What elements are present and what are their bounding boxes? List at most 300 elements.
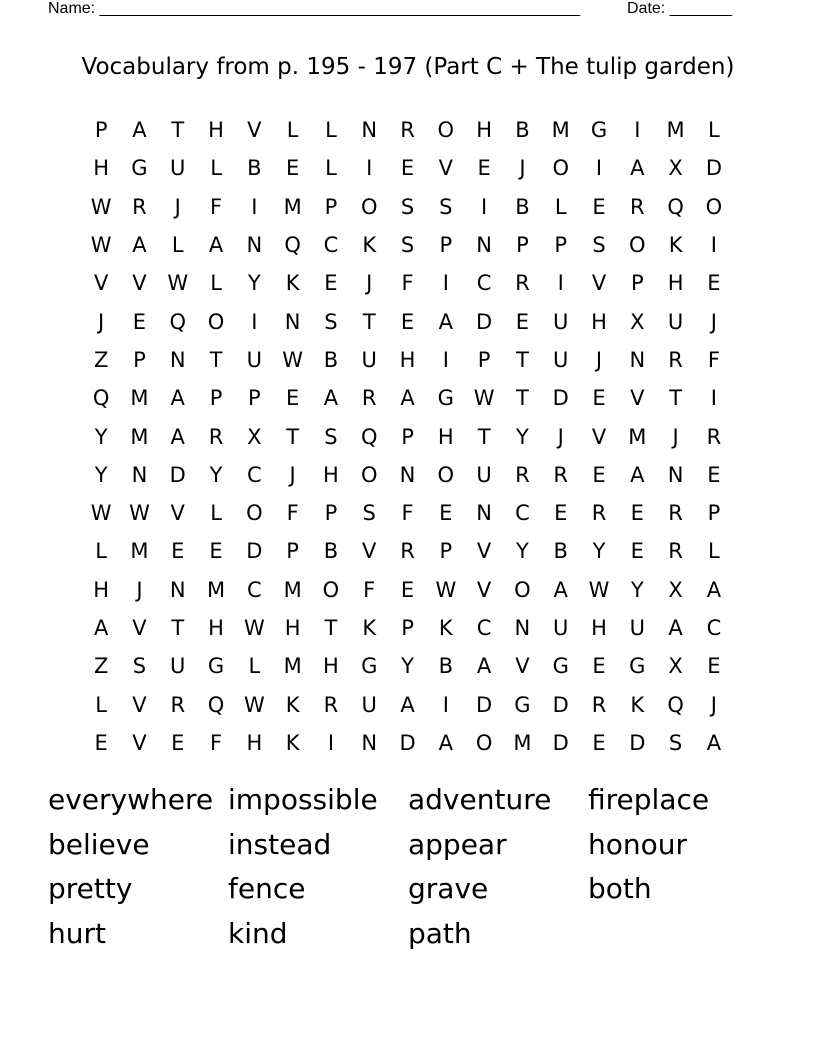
grid-letter: P	[439, 233, 453, 258]
grid-letter: U	[667, 309, 684, 334]
grid-letter: K	[362, 616, 377, 640]
grid-letter: J	[136, 577, 143, 602]
grid-letter: E	[707, 462, 721, 487]
grid-letter: J	[98, 309, 105, 334]
grid-letter: V	[476, 539, 492, 564]
grid-letter: E	[132, 309, 147, 334]
grid-letter: F	[707, 347, 720, 372]
grid-letter: M	[283, 577, 302, 602]
grid-letter: G	[514, 692, 531, 717]
grid-letter: D	[169, 462, 186, 487]
grid-letter: F	[401, 271, 414, 296]
grid-letter: E	[592, 730, 606, 755]
grid-letter: V	[630, 386, 645, 411]
grid-letter: L	[210, 271, 222, 296]
grid-letter: D	[476, 309, 493, 334]
grid-letter: Q	[169, 309, 186, 334]
grid-letter: E	[630, 539, 644, 564]
grid-letter: R	[553, 462, 568, 487]
grid-letter: W	[243, 692, 265, 717]
grid-letter: A	[706, 730, 722, 755]
grid-letter: Q	[667, 194, 684, 219]
grid-letter: B	[553, 539, 568, 564]
grid-letter: E	[209, 539, 223, 564]
grid-letter: A	[132, 118, 147, 143]
grid-letter: A	[400, 386, 415, 411]
grid-letter: S	[362, 501, 376, 526]
grid-letter: E	[477, 156, 491, 181]
grid-letter: A	[93, 616, 109, 640]
grid-letter: M	[513, 730, 532, 755]
grid-letter: D	[552, 386, 569, 411]
grid-letter: A	[132, 233, 147, 258]
grid-letter: U	[553, 347, 569, 372]
word-list-item: grave	[408, 872, 489, 906]
grid-letter: J	[710, 309, 717, 334]
grid-letter: P	[248, 386, 261, 411]
grid-letter: P	[516, 233, 529, 258]
grid-letter: R	[361, 386, 377, 411]
grid-letter: H	[476, 118, 493, 143]
grid-letter: I	[557, 271, 564, 296]
grid-letter: P	[477, 347, 491, 372]
grid-letter: R	[400, 539, 415, 564]
grid-letter: X	[668, 156, 683, 181]
grid-letter: V	[438, 156, 453, 181]
grid-letter: R	[668, 347, 683, 372]
grid-letter: K	[630, 692, 645, 717]
grid-letter: N	[131, 462, 148, 487]
grid-letter: Q	[92, 386, 110, 411]
grid-letter: G	[361, 654, 378, 679]
grid-letter: Y	[94, 462, 108, 487]
grid-letter: Q	[207, 692, 225, 717]
grid-letter: Y	[209, 462, 223, 487]
grid-letter: T	[171, 616, 185, 640]
grid-letter: E	[439, 501, 453, 526]
grid-letter: P	[324, 501, 338, 526]
grid-letter: B	[438, 654, 454, 679]
grid-letter: I	[634, 118, 641, 143]
grid-letter: T	[516, 386, 529, 411]
grid-letter: H	[591, 309, 607, 334]
grid-letter: R	[706, 424, 722, 449]
grid-letter: X	[668, 577, 683, 602]
grid-letter: L	[325, 156, 337, 181]
grid-letter: L	[95, 539, 107, 564]
grid-letter: O	[437, 118, 455, 143]
grid-letter: X	[630, 309, 645, 334]
word-list-item: honour	[588, 827, 688, 861]
grid-letter: S	[324, 424, 338, 449]
grid-letter: V	[132, 730, 147, 755]
grid-letter: M	[130, 386, 149, 411]
grid-letter: K	[285, 692, 300, 717]
grid-letter: P	[209, 386, 223, 411]
word-list-item: fireplace	[588, 783, 710, 816]
grid-letter: H	[208, 616, 224, 640]
grid-letter: I	[442, 347, 449, 372]
grid-letter: A	[438, 309, 453, 334]
grid-letter: W	[243, 616, 265, 640]
grid-letter: M	[628, 424, 647, 449]
grid-letter: N	[284, 309, 301, 334]
grid-letter: A	[630, 156, 645, 181]
grid-letter: I	[710, 233, 717, 258]
grid-letter: E	[592, 462, 606, 487]
grid-letter: E	[324, 271, 338, 296]
grid-letter: M	[206, 577, 226, 602]
grid-letter: K	[285, 730, 300, 755]
grid-letter: U	[476, 462, 492, 487]
grid-letter: M	[666, 118, 685, 143]
grid-letter: E	[285, 156, 300, 181]
grid-letter: O	[246, 501, 263, 526]
grid-letter: R	[515, 271, 530, 296]
grid-letter: N	[399, 462, 416, 487]
grid-letter: U	[553, 616, 569, 640]
grid-letter: D	[705, 156, 722, 181]
grid-letter: U	[361, 347, 377, 372]
grid-letter: F	[363, 577, 376, 602]
grid-letter: N	[476, 501, 492, 526]
grid-letter: H	[284, 616, 301, 640]
grid-letter: R	[515, 462, 530, 487]
grid-letter: T	[324, 616, 338, 640]
grid-letter: H	[93, 577, 110, 602]
grid-letter: C	[247, 462, 262, 487]
grid-letter: S	[592, 233, 606, 258]
grid-letter: J	[672, 424, 679, 449]
grid-letter: H	[399, 347, 416, 372]
grid-letter: D	[552, 692, 569, 717]
grid-letter: P	[94, 118, 108, 143]
grid-letter: W	[90, 501, 112, 526]
grid-letter: H	[437, 424, 454, 449]
grid-letter: P	[133, 347, 146, 372]
grid-letter: Y	[630, 577, 644, 602]
grid-letter: W	[282, 347, 304, 372]
grid-letter: W	[129, 501, 150, 526]
grid-letter: Q	[360, 424, 378, 449]
grid-letter: U	[170, 654, 186, 679]
grid-letter: L	[554, 194, 567, 219]
grid-letter: W	[90, 194, 112, 219]
grid-letter: N	[169, 577, 186, 602]
grid-letter: V	[247, 118, 262, 143]
grid-letter: E	[630, 501, 644, 526]
grid-letter: Q	[667, 692, 684, 717]
grid-letter: V	[515, 654, 530, 679]
grid-letter: Y	[401, 654, 414, 679]
grid-letter: C	[706, 616, 722, 640]
grid-letter: O	[552, 156, 569, 181]
word-list-item: instead	[228, 827, 332, 861]
grid-letter: C	[247, 577, 262, 602]
grid-letter: O	[514, 577, 531, 602]
grid-letter: Z	[93, 347, 109, 372]
grid-letter: T	[477, 424, 491, 449]
word-list-item: fence	[228, 872, 306, 906]
grid-letter: N	[667, 462, 684, 487]
grid-letter: Y	[247, 271, 261, 296]
grid-letter: P	[554, 233, 568, 258]
grid-letter: I	[442, 692, 449, 717]
grid-letter: N	[169, 347, 186, 372]
grid-letter: W	[90, 233, 112, 258]
grid-letter: S	[400, 194, 415, 219]
grid-letter: R	[132, 194, 147, 219]
grid-letter: B	[247, 156, 262, 181]
grid-letter: E	[285, 386, 300, 411]
grid-letter: A	[400, 692, 415, 717]
grid-letter: O	[629, 233, 646, 258]
grid-letter: N	[361, 730, 378, 755]
grid-letter: V	[170, 501, 185, 526]
grid-letter: L	[210, 156, 222, 181]
grid-letter: L	[248, 654, 261, 679]
grid-letter: I	[327, 730, 335, 755]
grid-letter: O	[705, 194, 723, 219]
grid-letter: E	[707, 271, 721, 296]
grid-letter: L	[325, 118, 337, 143]
grid-letter: D	[246, 539, 263, 564]
grid-letter: F	[401, 501, 414, 526]
word-list-item: everywhere	[48, 783, 214, 816]
grid-letter: I	[481, 194, 488, 219]
grid-letter: R	[668, 539, 683, 564]
grid-letter: H	[323, 462, 339, 487]
grid-letter: J	[519, 156, 526, 181]
word-list-item: adventure	[408, 783, 552, 816]
grid-letter: Z	[93, 654, 109, 679]
grid-letter: Y	[94, 424, 108, 449]
grid-letter: E	[515, 309, 530, 334]
grid-letter: J	[710, 692, 717, 717]
grid-letter: V	[132, 692, 147, 717]
grid-letter: A	[476, 654, 492, 679]
grid-letter: K	[438, 616, 453, 640]
grid-letter: T	[362, 309, 376, 334]
grid-letter: V	[591, 424, 607, 449]
grid-letter: Y	[516, 424, 529, 449]
grid-letter: N	[629, 347, 646, 372]
grid-letter: A	[630, 462, 645, 487]
grid-letter: J	[366, 271, 373, 296]
grid-letter: R	[208, 424, 224, 449]
grid-letter: T	[171, 118, 185, 143]
grid-letter: E	[400, 309, 415, 334]
word-list-item: impossible	[228, 783, 378, 816]
grid-letter: C	[476, 616, 492, 640]
grid-letter: F	[209, 730, 223, 755]
grid-letter: P	[439, 539, 453, 564]
grid-letter: H	[93, 156, 110, 181]
grid-letter: S	[324, 309, 338, 334]
grid-letter: J	[595, 347, 603, 372]
page-title: Vocabulary from p. 195 - 197 (Part C + The tulip garden)	[81, 54, 735, 80]
grid-letter: R	[170, 692, 186, 717]
grid-letter: V	[93, 271, 109, 296]
grid-letter: E	[171, 539, 185, 564]
word-list-item: hurt	[48, 916, 106, 950]
grid-letter: F	[209, 194, 223, 219]
grid-letter: S	[400, 233, 415, 258]
grid-letter: E	[592, 194, 606, 219]
name-field: Name: ______________________________________________________	[48, 0, 581, 17]
grid-letter: G	[552, 654, 569, 679]
word-list-item: believe	[48, 827, 150, 861]
word-list	[48, 780, 768, 958]
grid-letter: E	[400, 156, 415, 181]
grid-letter: R	[400, 118, 415, 143]
grid-letter: V	[476, 577, 492, 602]
grid-letter: A	[170, 424, 185, 449]
grid-letter: I	[595, 156, 603, 181]
grid-letter: I	[251, 194, 258, 219]
grid-letter: O	[437, 462, 455, 487]
grid-letter: N	[246, 233, 263, 258]
grid-letter: J	[557, 424, 564, 449]
grid-letter: E	[592, 386, 606, 411]
grid-letter: L	[708, 118, 720, 143]
grid-letter: R	[668, 501, 683, 526]
grid-letter: K	[362, 233, 377, 258]
grid-letter: U	[246, 347, 263, 372]
grid-letter: I	[710, 386, 717, 411]
grid-letter: B	[515, 118, 530, 143]
word-list-item: appear	[408, 827, 507, 861]
grid-letter: D	[399, 730, 416, 755]
grid-letter: S	[439, 194, 453, 219]
grid-letter: T	[209, 347, 223, 372]
grid-letter: L	[286, 118, 299, 143]
grid-letter: A	[668, 616, 683, 640]
grid-letter: P	[286, 539, 299, 564]
grid-letter: A	[553, 577, 568, 602]
grid-letter: I	[251, 309, 258, 334]
grid-letter: P	[707, 501, 721, 526]
grid-letter: E	[707, 654, 721, 679]
grid-letter: U	[361, 692, 377, 717]
grid-letter: R	[323, 692, 339, 717]
grid-letter: K	[668, 233, 683, 258]
grid-letter: V	[132, 616, 147, 640]
grid-letter: A	[323, 386, 339, 411]
grid-letter: J	[174, 194, 181, 219]
grid-letter: W	[167, 271, 189, 296]
grid-letter: U	[629, 616, 645, 640]
grid-letter: O	[475, 730, 493, 755]
grid-letter: E	[94, 730, 108, 755]
grid-letter: P	[630, 271, 644, 296]
grid-letter: G	[629, 654, 646, 679]
word-search-grid	[82, 111, 733, 762]
grid-letter: B	[323, 347, 339, 372]
grid-letter: C	[323, 233, 339, 258]
grid-letter: V	[591, 271, 607, 296]
grid-letter: L	[708, 539, 720, 564]
grid-letter: G	[590, 118, 608, 143]
grid-letter: V	[362, 539, 377, 564]
grid-letter: L	[210, 501, 222, 526]
grid-letter: S	[132, 654, 147, 679]
grid-letter: H	[591, 616, 607, 640]
grid-letter: L	[95, 692, 107, 717]
grid-letter: D	[552, 730, 569, 755]
grid-letter: H	[246, 730, 263, 755]
grid-letter: S	[668, 730, 683, 755]
grid-letter: J	[289, 462, 296, 487]
grid-letter: X	[247, 424, 262, 449]
grid-letter: D	[629, 730, 646, 755]
grid-letter: Y	[592, 539, 606, 564]
grid-letter: T	[516, 347, 529, 372]
grid-letter: O	[360, 462, 378, 487]
grid-letter: P	[324, 194, 338, 219]
grid-letter: M	[551, 118, 570, 143]
grid-letter: M	[130, 424, 149, 449]
grid-letter: N	[361, 118, 378, 143]
grid-letter: T	[286, 424, 300, 449]
date-field: Date: _______	[627, 0, 732, 17]
grid-letter: N	[476, 233, 492, 258]
word-list-item: pretty	[48, 872, 133, 906]
grid-letter: N	[514, 616, 531, 640]
grid-letter: O	[322, 577, 340, 602]
grid-letter: R	[591, 501, 607, 526]
grid-letter: A	[438, 730, 453, 755]
grid-letter: U	[553, 309, 569, 334]
grid-letter: Q	[284, 233, 301, 258]
grid-letter: U	[170, 156, 186, 181]
grid-letter: R	[591, 692, 607, 717]
grid-letter: T	[669, 386, 683, 411]
grid-letter: C	[476, 271, 492, 296]
grid-letter: P	[401, 424, 414, 449]
grid-letter: W	[588, 577, 610, 602]
grid-letter: M	[130, 539, 149, 564]
grid-letter: A	[208, 233, 224, 258]
word-list-item: kind	[228, 916, 288, 950]
grid-letter: E	[171, 730, 185, 755]
word-list-item: both	[588, 872, 652, 906]
grid-letter: I	[442, 271, 449, 296]
grid-letter: X	[668, 654, 683, 679]
grid-letter: E	[400, 577, 415, 602]
grid-letter: H	[208, 118, 224, 143]
grid-letter: C	[515, 501, 530, 526]
grid-letter: W	[473, 386, 495, 411]
grid-letter: A	[170, 386, 185, 411]
grid-letter: B	[515, 194, 530, 219]
grid-letter: H	[667, 271, 684, 296]
grid-letter: G	[131, 156, 148, 181]
grid-letter: M	[283, 654, 302, 679]
grid-letter: B	[323, 539, 339, 564]
grid-letter: Y	[516, 539, 529, 564]
grid-letter: O	[207, 309, 225, 334]
grid-letter: E	[592, 654, 606, 679]
grid-letter: K	[285, 271, 300, 296]
grid-letter: I	[366, 156, 373, 181]
grid-letter: G	[207, 654, 225, 679]
grid-letter: O	[360, 194, 378, 219]
grid-letter: W	[435, 577, 457, 602]
grid-letter: D	[476, 692, 493, 717]
grid-letter: F	[286, 501, 299, 526]
grid-letter: V	[132, 271, 147, 296]
